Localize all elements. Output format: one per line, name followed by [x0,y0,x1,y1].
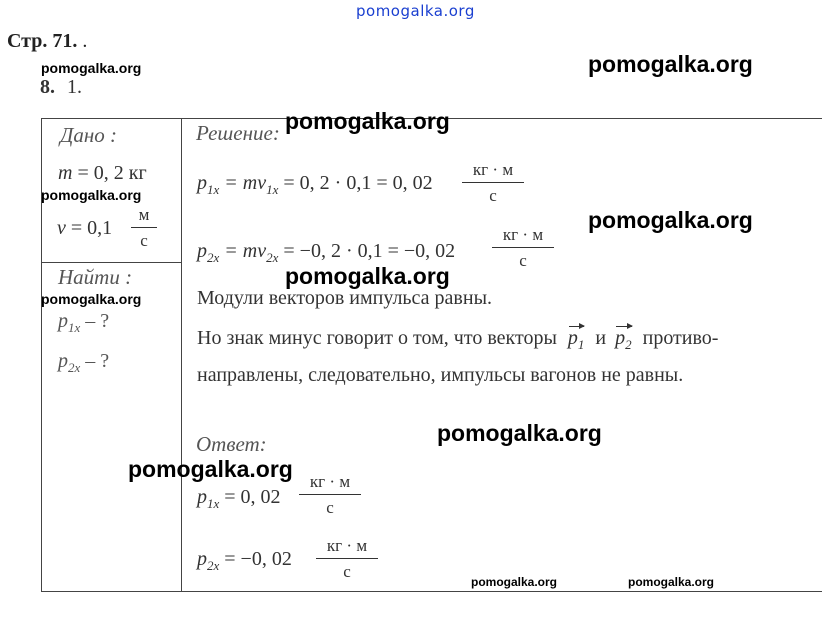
answer-equation-1-unit: кг · м с [299,472,361,518]
watermark: pomogalka.org [41,291,142,307]
answer-equation-1: $p_{1x} = 0$, 02 [197,486,281,511]
given-velocity: v = 0,1 [57,217,113,239]
watermark: pomogalka.org [128,456,293,482]
solution-equation-2: $p_{2x} = mv_{2x} = -0$, 2 · 0,1 = −0, 02 [197,240,456,265]
table-bottom-border [41,591,822,592]
page-heading [7,30,87,53]
find-item-p1x: $p_{1x}$ – ? [58,310,110,335]
exercise-subnumber: 1. [67,76,82,98]
find-label: Найти : [58,265,133,289]
exercise-number: 8. [40,76,55,98]
watermark: pomogalka.org [41,60,142,76]
table-column-divider [181,118,182,592]
watermark-top-link[interactable]: pomogalka.org [356,2,475,20]
solution-text-moduli: Модули векторов импульса равны. [197,287,493,309]
watermark: pomogalka.org [588,51,753,77]
vector-p1: $p_1$ [567,327,585,352]
watermark: pomogalka.org [628,575,715,589]
watermark: pomogalka.org [285,263,450,289]
solution-text-conclusion: направлены, следовательно, импульсы вагонов не равны. [197,364,684,386]
answer-label: Ответ: [196,432,267,456]
solution-equation-2-unit: кг · м с [492,225,554,271]
watermark: pomogalka.org [285,108,450,134]
question-number [40,76,82,99]
solution-label: Решение: [196,121,280,145]
heading-separator: . [82,30,88,52]
answer-equation-2: $p_{2x} = -0$, 02 [197,548,292,573]
watermark: pomogalka.org [588,207,753,233]
vector-p2: $p_2$ [615,327,632,352]
watermark: pomogalka.org [41,187,142,203]
solution-equation-1-unit: кг · м с [462,160,524,206]
find-item-p2x: $p_{2x}$ – ? [58,350,110,375]
watermark: pomogalka.org [437,420,602,446]
solution-equation-1: $p_{1x} = mv_{1x} = 0$, 2 · 0,1 = 0, 02 [197,172,433,197]
solution-text-sign: Но знак минус говорит о том, что векторы $p_1$ и $p_2$ противо- [197,327,719,352]
given-velocity-unit: м с [131,205,157,251]
page-number: Стр. 71. [7,30,78,52]
given-find-divider [41,262,182,263]
given-label: Дано : [60,123,118,147]
given-mass: m = 0, 2 кг [58,162,147,184]
answer-equation-2-unit: кг · м с [316,536,378,582]
watermark: pomogalka.org [471,575,558,589]
